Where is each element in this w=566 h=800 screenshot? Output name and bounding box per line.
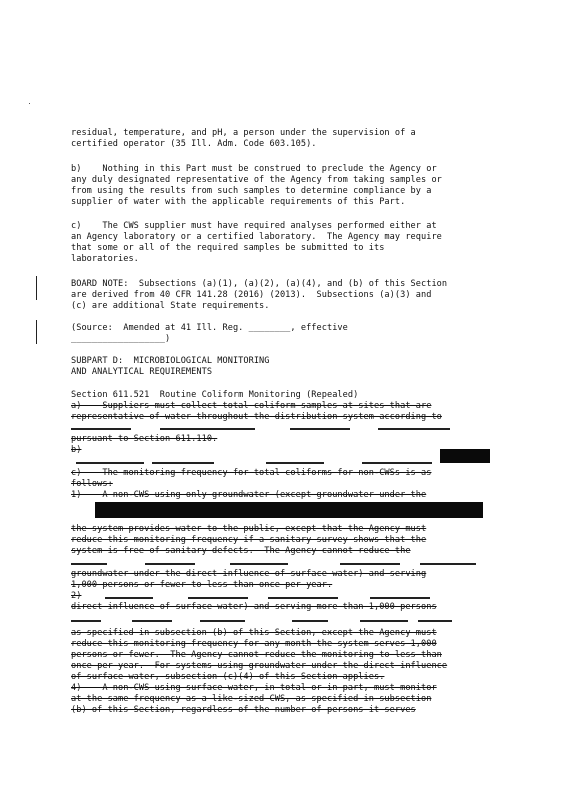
struck-line: once per year. For systems using groundwater under the direct influence bbox=[71, 661, 448, 671]
struck-line: representative of water throughout the distribution system according to bbox=[71, 412, 442, 422]
struck-line bbox=[360, 620, 408, 622]
board-note-line: are derived from 40 CFR 141.28 (2016) (2013). Subsections (a)(3) and bbox=[71, 290, 432, 300]
redaction-block bbox=[440, 449, 490, 463]
struck-line bbox=[132, 620, 172, 622]
text-line: laboratories. bbox=[71, 254, 139, 264]
board-note-line: (c) are additional State requirements. bbox=[71, 301, 270, 311]
struck-line: persons or fewer. The Agency cannot reduce the monitoring to less than bbox=[71, 650, 442, 660]
scan-speck bbox=[29, 103, 30, 104]
struck-line bbox=[378, 428, 450, 430]
struck-line bbox=[145, 563, 195, 565]
struck-line: 4) A non-CWS using surface water, in total or in part, must monitor bbox=[71, 683, 437, 693]
struck-line: 1,000 persons or fewer to less than once per year. bbox=[71, 580, 333, 590]
struck-line bbox=[370, 597, 430, 599]
change-bar bbox=[36, 320, 37, 344]
struck-line: c) The monitoring frequency for total coliforms for non-CWSs is as bbox=[71, 468, 432, 478]
struck-line: 2) bbox=[71, 591, 82, 601]
struck-line bbox=[188, 597, 248, 599]
struck-line: pursuant to Section 611.110. bbox=[71, 434, 218, 444]
text-line: c) The CWS supplier must have required analyses performed either at bbox=[71, 221, 437, 231]
text-line: certified operator (35 Ill. Adm. Code 603.105). bbox=[71, 139, 317, 149]
struck-line bbox=[340, 563, 400, 565]
text-line: any duly designated representative of the Agency from taking samples or bbox=[71, 175, 442, 185]
struck-line: groundwater under the direct influence of surface water) and serving bbox=[71, 569, 427, 579]
struck-line: reduce this monitoring frequency for any month the system serves 1,000 bbox=[71, 639, 437, 649]
subpart-heading: SUBPART D: MICROBIOLOGICAL MONITORING bbox=[71, 356, 270, 366]
struck-line: follows: bbox=[71, 479, 113, 489]
source-note: __________________) bbox=[71, 334, 171, 344]
struck-line bbox=[71, 563, 107, 565]
struck-line bbox=[152, 462, 214, 464]
board-note-line: BOARD NOTE: Subsections (a)(1), (a)(2), (a)(4), and (b) of this Section bbox=[71, 279, 448, 289]
text-line: b) Nothing in this Part must be construed to preclude the Agency or bbox=[71, 164, 437, 174]
redaction-block bbox=[95, 502, 483, 518]
struck-line bbox=[420, 563, 476, 565]
struck-line bbox=[71, 620, 101, 622]
struck-line: 1) A non-CWS using only groundwater (except groundwater under the bbox=[71, 490, 427, 500]
text-line: an Agency laboratory or a certified laboratory. The Agency may require bbox=[71, 232, 442, 242]
struck-line: at the same frequency as a like-sized CWS, as specified in subsection bbox=[71, 694, 432, 704]
struck-line bbox=[418, 620, 452, 622]
source-note: (Source: Amended at 41 Ill. Reg. ________, effective bbox=[71, 323, 348, 333]
text-line: from using the results from such samples to determine compliance by a bbox=[71, 186, 432, 196]
struck-line: the system provides water to the public, except that the Agency must bbox=[71, 524, 427, 534]
text-line: that some or all of the required samples be submitted to its bbox=[71, 243, 385, 253]
struck-line bbox=[362, 462, 432, 464]
struck-line: (b) of this Section, regardless of the number of persons it serves bbox=[71, 705, 416, 715]
struck-line bbox=[268, 597, 338, 599]
subpart-heading: AND ANALYTICAL REQUIREMENTS bbox=[71, 367, 213, 377]
struck-line bbox=[230, 563, 288, 565]
struck-line bbox=[105, 597, 153, 599]
struck-line bbox=[76, 462, 144, 464]
struck-line bbox=[292, 620, 328, 622]
text-line: residual, temperature, and pH, a person under the supervision of a bbox=[71, 128, 416, 138]
struck-line: as specified in subsection (b) of this Section, except the Agency must bbox=[71, 628, 437, 638]
struck-line: a) Suppliers must collect total coliform samples at sites that are bbox=[71, 401, 432, 411]
struck-line bbox=[290, 428, 350, 430]
change-bar bbox=[36, 276, 37, 300]
struck-line: reduce this monitoring frequency if a sanitary survey shows that the bbox=[71, 535, 427, 545]
struck-line bbox=[160, 428, 255, 430]
struck-line: b) bbox=[71, 445, 82, 455]
struck-line: of surface water, subsection (c)(4) of this Section applies. bbox=[71, 672, 385, 682]
text-line: supplier of water with the applicable requirements of this Part. bbox=[71, 197, 406, 207]
section-heading: Section 611.521 Routine Coliform Monitoring (Repealed) bbox=[71, 390, 359, 400]
struck-line bbox=[266, 462, 324, 464]
struck-line bbox=[71, 428, 131, 430]
struck-line: direct influence of surface water) and serving more than 1,000 persons bbox=[71, 602, 437, 612]
struck-line bbox=[200, 620, 245, 622]
struck-line: system is free of sanitary defects. The Agency cannot reduce the bbox=[71, 546, 411, 556]
